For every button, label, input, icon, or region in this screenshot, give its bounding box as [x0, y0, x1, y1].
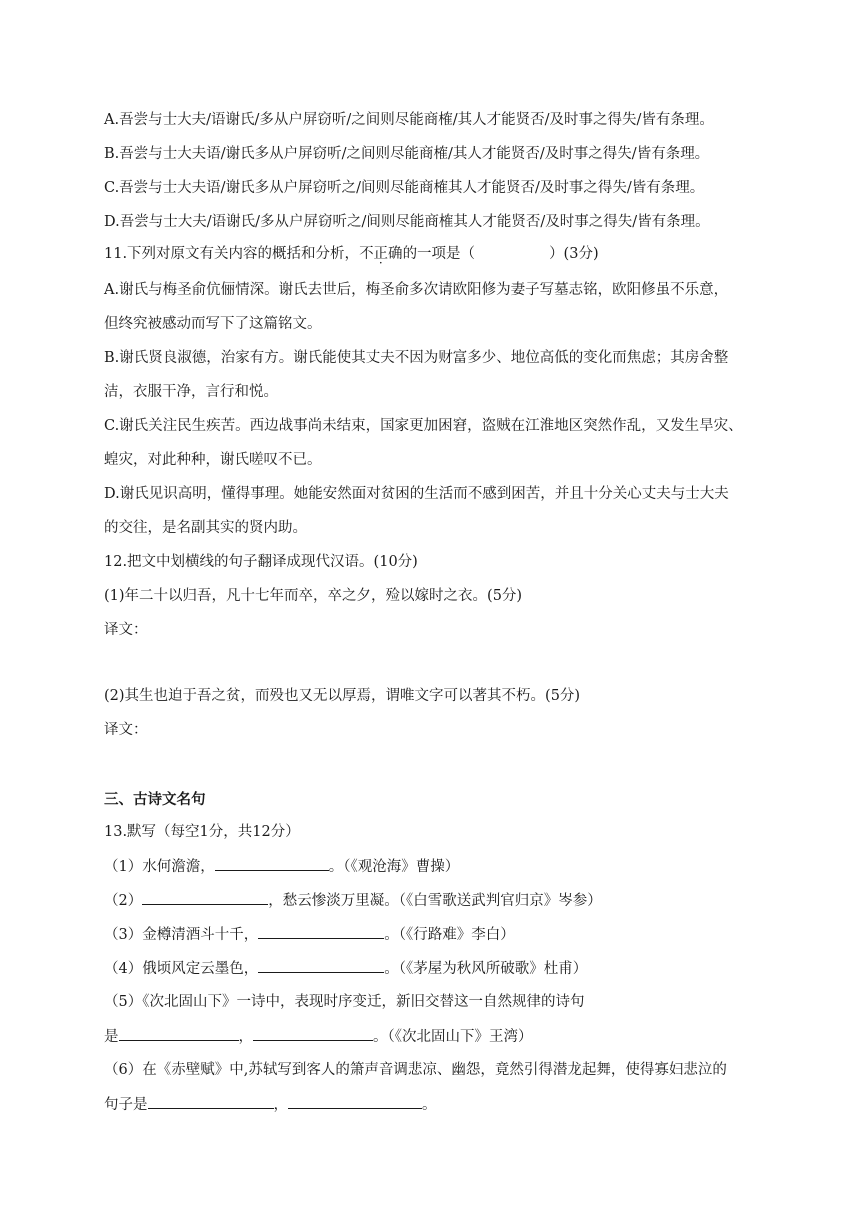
q11-option-c-line2: 蝗灾，对此种种，谢氏嗟叹不已。	[104, 452, 322, 468]
q11-option-b-line2: 洁，衣服干净，言行和悦。	[104, 384, 278, 400]
q10-option-d: D.吾尝与士大夫/语谢氏/多从户屏窃听之/间则尽能商榷其人才能贤否/及时事之得失/皆有条理。	[104, 214, 710, 230]
q13-6-blank-1[interactable]	[148, 1094, 274, 1109]
q13-2-blank[interactable]	[142, 890, 268, 905]
q13-item-5-line1: （5）《次北固山下》一诗中，表现时序变迁，新旧交替这一自然规律的诗句	[104, 994, 585, 1010]
q10-option-a: A.吾尝与士大夫/语谢氏/多从户屏窃听/之间则尽能商榷/其人才能贤否/及时事之得失/皆有条理。	[104, 112, 714, 128]
q13-5-comma: ，	[238, 1029, 253, 1045]
q10-option-b: B.吾尝与士大夫语/谢氏多从户屏窃听/之间则尽能商榷/其人才能贤否/及时事之得失/皆有条理。	[104, 146, 710, 162]
q11-stem-text2: 的一项是（	[402, 246, 476, 262]
q12-translation-label-2: 译文：	[104, 722, 148, 738]
q13-6-comma: ，	[273, 1097, 288, 1113]
q11-option-d-line1: D.谢氏见识高明，懂得事理。她能安然面对贫困的生活而不感到困苦，并且十分关心丈夫与士大夫	[104, 486, 729, 502]
q12-stem: 12.把文中划横线的句子翻译成现代汉语。(10分)	[104, 554, 418, 570]
q11-stem-text: 11.下列对原文有关内容的概括和分析，	[104, 246, 360, 262]
q13-item-6-line2	[104, 1094, 437, 1115]
q13-6-end: 。	[422, 1097, 437, 1113]
q13-1-text: （1）水何澹澹，	[104, 859, 215, 875]
q13-1-source: 。（《观沧海》曹操）	[328, 859, 460, 875]
q13-item-4	[104, 958, 587, 979]
q13-5-blank-1[interactable]	[119, 1026, 239, 1041]
q12-sentence-1: (1)年二十以归吾，凡十七年而卒，卒之夕，殓以嫁时之衣。(5分)	[104, 588, 523, 604]
q13-1-blank[interactable]	[215, 856, 329, 871]
q13-5-source: 。（《次北固山下》王湾）	[373, 1029, 533, 1045]
q13-stem: 13.默写（每空1分，共12分）	[104, 824, 300, 840]
q13-5-blank-2[interactable]	[253, 1026, 373, 1041]
q13-3-source: 。（《行路难》李白）	[384, 927, 515, 943]
q13-5-text: 是	[104, 1029, 119, 1045]
q11-option-b-line1: B.谢氏贤良淑德，治家有方。谢氏能使其丈夫不因为财富多少、地位高低的变化而焦虑；其房舍整	[104, 350, 729, 366]
q13-item-3	[104, 924, 515, 945]
q12-translation-label-1: 译文：	[104, 622, 148, 638]
q11-option-c-line1: C.谢氏关注民生疾苦。西边战事尚未结束，国家更加困窘，盗贼在江淮地区突然作乱，又发生旱灾、	[104, 418, 743, 434]
q10-option-c: C.吾尝与士大夫语/谢氏多从户屏窃听之/间则尽能商榷其人才能贤否/及时事之得失/皆有条理。	[104, 180, 705, 196]
q13-6-blank-2[interactable]	[288, 1094, 422, 1109]
q13-3-blank[interactable]	[258, 924, 384, 939]
q11-emphasis: 不正确	[359, 246, 403, 262]
q13-3-text: （3）金樽清酒斗十千，	[104, 927, 259, 943]
section-title: 三、古诗文名句	[104, 791, 206, 808]
q11-option-a-line2: 但终究被感动而写下了这篇铭文。	[104, 316, 322, 332]
q13-2-text: （2）	[104, 893, 143, 909]
q11-stem-end: ）(3分)	[549, 246, 599, 262]
q11-stem	[104, 244, 599, 264]
q11-option-d-line2: 的交往，是名副其实的贤内助。	[104, 520, 307, 536]
q13-6-text: 句子是	[104, 1097, 148, 1113]
q13-item-2	[104, 890, 602, 911]
q11-option-a-line1: A.谢氏与梅圣俞伉俪情深。谢氏去世后，梅圣俞多次请欧阳修为妻子写墓志铭，欧阳修虽不乐意，	[104, 282, 729, 298]
q13-item-5-line2	[104, 1026, 533, 1047]
q13-4-text: （4）俄顷风定云墨色，	[104, 961, 259, 977]
q12-sentence-2: (2)其生也迫于吾之贫，而殁也又无以厚焉，谓唯文字可以著其不朽。(5分)	[104, 688, 581, 704]
q13-2-source: ，愁云惨淡万里凝。（《白雪歌送武判官归京》岑参）	[268, 893, 602, 909]
q13-4-source: 。（《茅屋为秋风所破歌》杜甫）	[384, 961, 588, 977]
q13-4-blank[interactable]	[258, 958, 384, 973]
q13-item-1	[104, 856, 459, 877]
q13-item-6-line1: （6）在《赤壁赋》中,苏轼写到客人的箫声音调悲凉、幽怨，竟然引得潜龙起舞，使得寡妇悲泣的	[104, 1062, 727, 1078]
